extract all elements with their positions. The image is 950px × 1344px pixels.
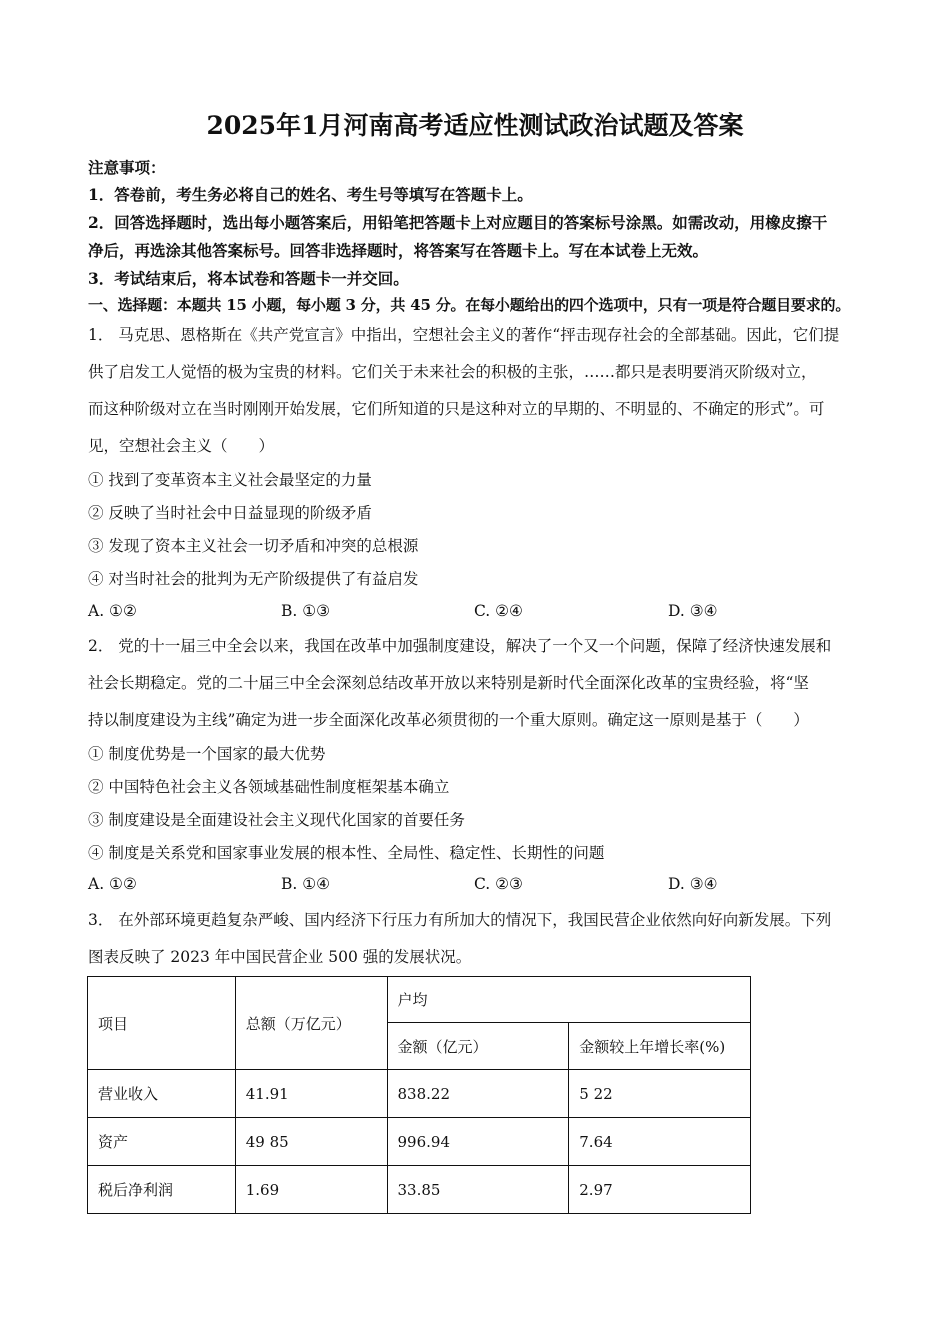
q2-option-a: A. ①② (88, 875, 137, 893)
q1-statement: ① 找到了变革资本主义社会最坚定的力量 (88, 471, 372, 489)
table-row (88, 1166, 751, 1214)
q1-stem-line: 而这种阶级对立在当时刚刚开始发展，它们所知道的只是这种对立的早期的、不明显的、不确定的形式”。可 (88, 400, 825, 418)
notice-item: 3．考试结束后，将本试卷和答题卡一并交回。 (88, 269, 409, 288)
enterprise-data-table (87, 976, 751, 1214)
row-growth: 7.64 (569, 1118, 751, 1166)
q1-option-d: D. ③④ (668, 602, 718, 620)
q2-option-c: C. ②③ (474, 875, 523, 893)
row-amount: 33.85 (387, 1166, 569, 1214)
notice-item: 1．答卷前，考生务必将自己的姓名、考生号等填写在答题卡上。 (88, 185, 533, 204)
q1-stem-line: 供了启发工人觉悟的极为宝贵的材料。它们关于未来社会的积极的主张，……都只是表明要消灭阶级对立， (88, 363, 817, 381)
q3-stem-line: 图表反映了 2023 年中国民营企业 500 强的发展状况。 (88, 948, 472, 966)
q1-statement: ③ 发现了资本主义社会一切矛盾和冲突的总根源 (88, 537, 419, 555)
q1-option-a: A. ①② (88, 602, 137, 620)
notice-heading: 注意事项： (88, 158, 166, 177)
q1-option-c: C. ②④ (474, 602, 523, 620)
row-growth: 5 22 (569, 1070, 751, 1118)
header-average: 户均 (387, 977, 750, 1023)
q3-stem-line: 3． 在外部环境更趋复杂严峻、国内经济下行压力有所加大的情况下，我国民营企业依然向好向新发展。下列 (88, 911, 832, 929)
row-amount: 838.22 (387, 1070, 569, 1118)
q2-statement: ④ 制度是关系党和国家事业发展的根本性、全局性、稳定性、长期性的问题 (88, 844, 605, 862)
q1-statement: ② 反映了当时社会中日益显现的阶级矛盾 (88, 504, 372, 522)
header-amount: 金额（亿元） (387, 1023, 569, 1070)
q2-stem-line: 社会长期稳定。党的二十届三中全会深刻总结改革开放以来特别是新时代全面深化改革的宝贵经验，将“坚 (88, 674, 809, 692)
q1-stem-line: 见，空想社会主义（ ） (88, 437, 275, 455)
row-total: 1.69 (235, 1166, 387, 1214)
table-row (88, 1118, 751, 1166)
q2-option-d: D. ③④ (668, 875, 718, 893)
row-amount: 996.94 (387, 1118, 569, 1166)
q1-stem-line: 1． 马克思、恩格斯在《共产党宣言》中指出，空想社会主义的著作“抨击现存社会的全部基础。因此，它们提 (88, 326, 840, 344)
notice-item: 2．回答选择题时，选出每小题答案后，用铅笔把答题卡上对应题目的答案标号涂黑。如需改动，用橡皮擦干 (88, 213, 828, 232)
q2-stem-line: 2． 党的十一届三中全会以来，我国在改革中加强制度建设，解决了一个又一个问题，保障了经济快速发展和 (88, 637, 832, 655)
header-total: 总额（万亿元） (235, 977, 387, 1070)
row-total: 41.91 (235, 1070, 387, 1118)
row-total: 49 85 (235, 1118, 387, 1166)
page-title: 2025年1月河南高考适应性测试政治试题及答案 (206, 111, 744, 140)
q2-statement: ② 中国特色社会主义各领域基础性制度框架基本确立 (88, 778, 450, 796)
header-item: 项目 (88, 977, 236, 1070)
q2-statement: ① 制度优势是一个国家的最大优势 (88, 745, 326, 763)
header-growth: 金额较上年增长率(%) (569, 1023, 751, 1070)
row-growth: 2.97 (569, 1166, 751, 1214)
q2-stem-line: 持以制度建设为主线”确定为进一步全面深化改革必须贯彻的一个重大原则。确定这一原则是基于（ ） (88, 711, 809, 729)
row-label: 营业收入 (88, 1070, 236, 1118)
notice-item: 净后，再选涂其他答案标号。回答非选择题时，将答案写在答题卡上。写在本试卷上无效。 (88, 241, 709, 260)
q1-option-b: B. ①③ (281, 602, 331, 620)
table-row (88, 1070, 751, 1118)
q2-option-b: B. ①④ (281, 875, 331, 893)
row-label: 资产 (88, 1118, 236, 1166)
section-heading: 一、选择题：本题共 15 小题，每小题 3 分，共 45 分。在每小题给出的四个选项中，只有一项是符合题目要求的。 (88, 296, 851, 314)
q2-statement: ③ 制度建设是全面建设社会主义现代化国家的首要任务 (88, 811, 465, 829)
row-label: 税后净利润 (88, 1166, 236, 1214)
q1-statement: ④ 对当时社会的批判为无产阶级提供了有益启发 (88, 570, 419, 588)
